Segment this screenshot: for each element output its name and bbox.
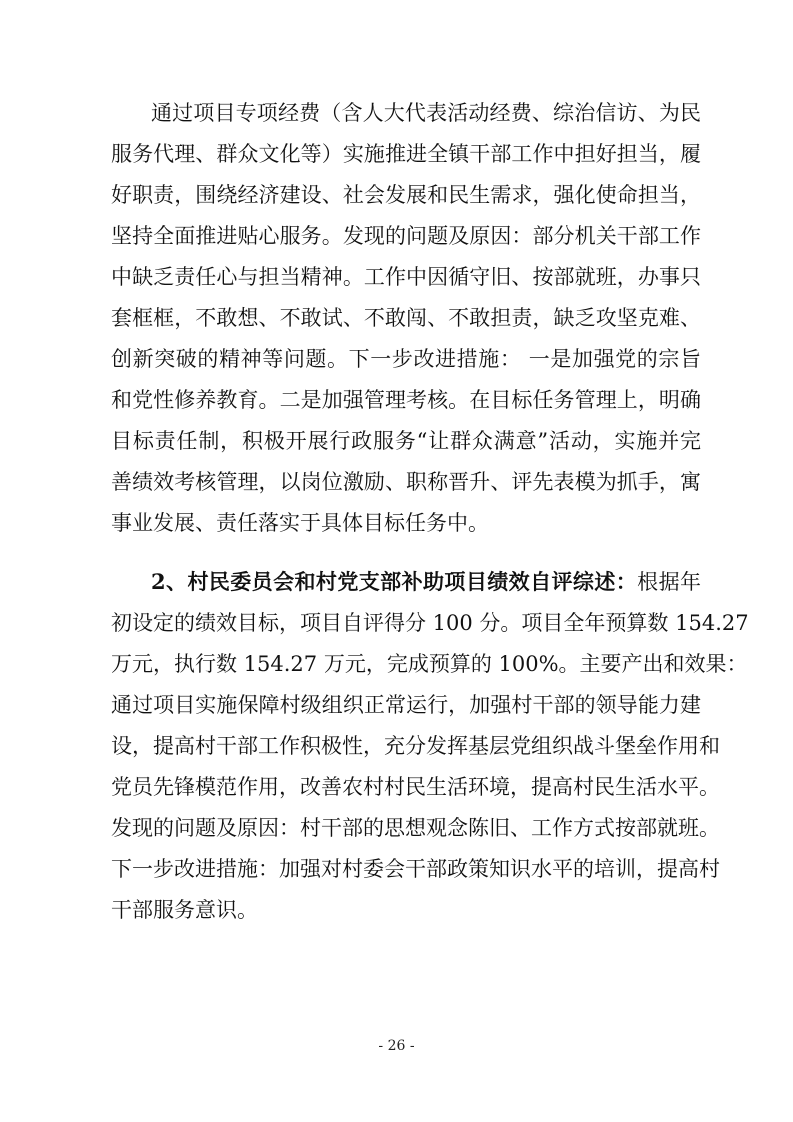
paragraph-line: 套框框，不敢想、不敢试、不敢闯、不敢担责，缺乏攻坚克难、 bbox=[111, 306, 701, 330]
paragraph-line: 好职责，围绕经济建设、社会发展和民生需求，强化使命担当， bbox=[111, 183, 701, 207]
page-number: - 26 - bbox=[378, 1038, 415, 1054]
paragraph-line: 通过项目实施保障村级组织正常运行，加强村干部的领导能力建 bbox=[111, 693, 701, 717]
paragraph-line-rest: 根据年 bbox=[637, 570, 701, 594]
paragraph-line: 下一步改进措施：加强对村委会干部政策知识水平的培训，提高村 bbox=[111, 857, 720, 881]
paragraph-line: 万元，执行数 154.27 万元，完成预算的 100%。主要产出和效果： bbox=[111, 652, 748, 676]
paragraph-line: 干部服务意识。 bbox=[111, 898, 258, 922]
paragraph-line: 初设定的绩效目标，项目自评得分 100 分。项目全年预算数 154.27 bbox=[111, 611, 749, 635]
section-heading: 2、村民委员会和村党支部补助项目绩效自评综述： bbox=[151, 569, 638, 594]
paragraph-heading-line bbox=[151, 562, 701, 602]
paragraph-line: 善绩效考核管理，以岗位激励、职称晋升、评先表模为抓手，寓 bbox=[111, 470, 701, 494]
paragraph-line: 中缺乏责任心与担当精神。工作中因循守旧、按部就班，办事只 bbox=[111, 265, 701, 289]
paragraph-line: 坚持全面推进贴心服务。发现的问题及原因：部分机关干部工作 bbox=[111, 224, 701, 248]
paragraph-line: 创新突破的精神等问题。下一步改进措施： 一是加强党的宗旨 bbox=[111, 347, 701, 371]
paragraph-line: 发现的问题及原因：村干部的思想观念陈旧、工作方式按部就班。 bbox=[111, 816, 720, 840]
paragraph-line: 党员先锋模范作用，改善农村村民生活环境，提高村民生活水平。 bbox=[111, 775, 720, 799]
paragraph-line: 目标责任制，积极开展行政服务“让群众满意”活动，实施并完 bbox=[111, 429, 701, 453]
paragraph-line: 服务代理、群众文化等）实施推进全镇干部工作中担好担当，履 bbox=[111, 142, 701, 166]
paragraph-line: 和党性修养教育。二是加强管理考核。在目标任务管理上，明确 bbox=[111, 388, 701, 412]
paragraph-line: 通过项目专项经费（含人大代表活动经费、综治信访、为民 bbox=[151, 101, 701, 125]
paragraph-line: 设，提高村干部工作积极性，充分发挥基层党组织战斗堡垒作用和 bbox=[111, 734, 720, 758]
paragraph-line: 事业发展、责任落实于具体目标任务中。 bbox=[111, 511, 489, 535]
